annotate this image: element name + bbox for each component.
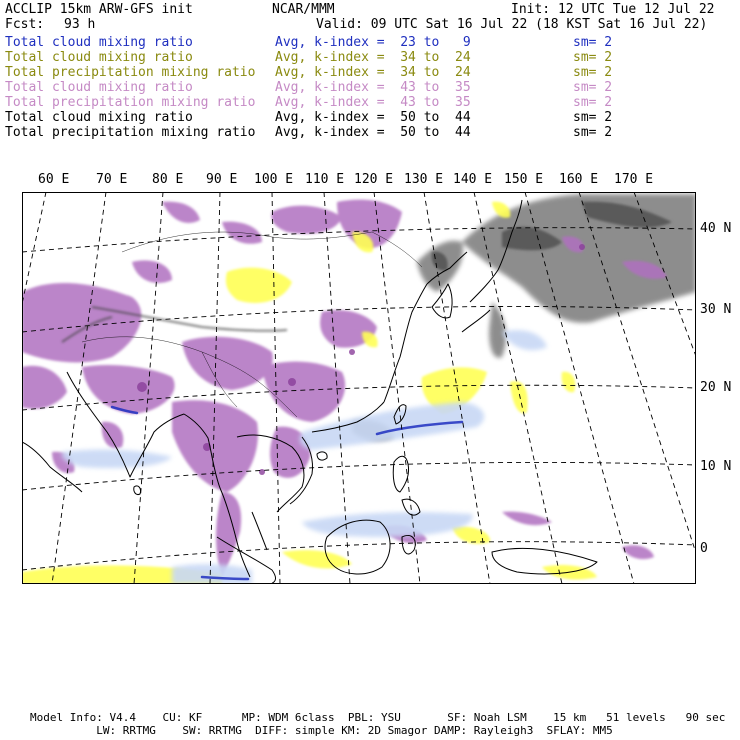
longitude-label: 160 E	[559, 172, 599, 187]
model-info-line: Model Info: V4.4 CU: KF MP: WDM 6class PBL: YSU SF: Noah LSM 15 km 51 levels 90 sec	[30, 711, 726, 724]
legend-smoothing: sm= 2	[573, 125, 613, 140]
legend-field: Total precipitation mixing ratio	[5, 125, 256, 140]
model-title: ACCLIP 15km ARW-GFS init	[5, 2, 193, 17]
forecast-hours: 93 h	[64, 17, 96, 32]
legend-field: Total cloud mixing ratio	[5, 50, 193, 65]
legend-row	[5, 110, 735, 125]
latitude-label: 20 N	[700, 380, 732, 395]
legend-range: Avg, k-index = 43 to 35	[275, 95, 471, 110]
longitude-label: 70 E	[96, 172, 128, 187]
latitude-label: 0	[700, 541, 708, 556]
legend-range: Avg, k-index = 50 to 44	[275, 110, 471, 125]
legend-smoothing: sm= 2	[573, 95, 613, 110]
longitude-label: 150 E	[504, 172, 544, 187]
init-time: Init: 12 UTC Tue 12 Jul 22	[511, 2, 715, 17]
longitude-label: 120 E	[354, 172, 394, 187]
valid-time: Valid: 09 UTC Sat 16 Jul 22 (18 KST Sat 16 Jul 22)	[316, 17, 708, 32]
legend-row	[5, 95, 735, 110]
legend-smoothing: sm= 2	[573, 35, 613, 50]
legend-field: Total precipitation mixing ratio	[5, 65, 256, 80]
center-name: NCAR/MMM	[272, 2, 335, 17]
legend-field: Total cloud mixing ratio	[5, 110, 193, 125]
legend-range: Avg, k-index = 34 to 24	[275, 65, 471, 80]
legend-row	[5, 50, 735, 65]
legend-row	[5, 35, 735, 50]
legend-smoothing: sm= 2	[573, 80, 613, 95]
legend-smoothing: sm= 2	[573, 110, 613, 125]
legend-field: Total cloud mixing ratio	[5, 35, 193, 50]
legend-row	[5, 125, 735, 140]
legend-row	[5, 65, 735, 80]
longitude-label: 170 E	[614, 172, 654, 187]
longitude-label: 130 E	[404, 172, 444, 187]
physics-info-line: LW: RRTMG SW: RRTMG DIFF: simple KM: 2D Smagor DAMP: Rayleigh3 SFLAY: MM5	[30, 724, 613, 737]
longitude-label: 100 E	[254, 172, 294, 187]
forecast-label: Fcst:	[5, 17, 45, 32]
legend-field: Total precipitation mixing ratio	[5, 95, 256, 110]
longitude-label: 140 E	[453, 172, 493, 187]
legend-range: Avg, k-index = 43 to 35	[275, 80, 471, 95]
legend-row	[5, 80, 735, 95]
latitude-label: 30 N	[700, 302, 732, 317]
legend-smoothing: sm= 2	[573, 65, 613, 80]
longitude-label: 90 E	[206, 172, 238, 187]
latitude-label: 40 N	[700, 221, 732, 236]
weather-map	[22, 192, 696, 584]
longitude-label: 110 E	[305, 172, 345, 187]
longitude-label: 80 E	[152, 172, 184, 187]
legend-range: Avg, k-index = 34 to 24	[275, 50, 471, 65]
latitude-label: 10 N	[700, 459, 732, 474]
legend-field: Total cloud mixing ratio	[5, 80, 193, 95]
legend-range: Avg, k-index = 50 to 44	[275, 125, 471, 140]
longitude-label: 60 E	[38, 172, 70, 187]
legend-smoothing: sm= 2	[573, 50, 613, 65]
legend-range: Avg, k-index = 23 to 9	[275, 35, 471, 50]
